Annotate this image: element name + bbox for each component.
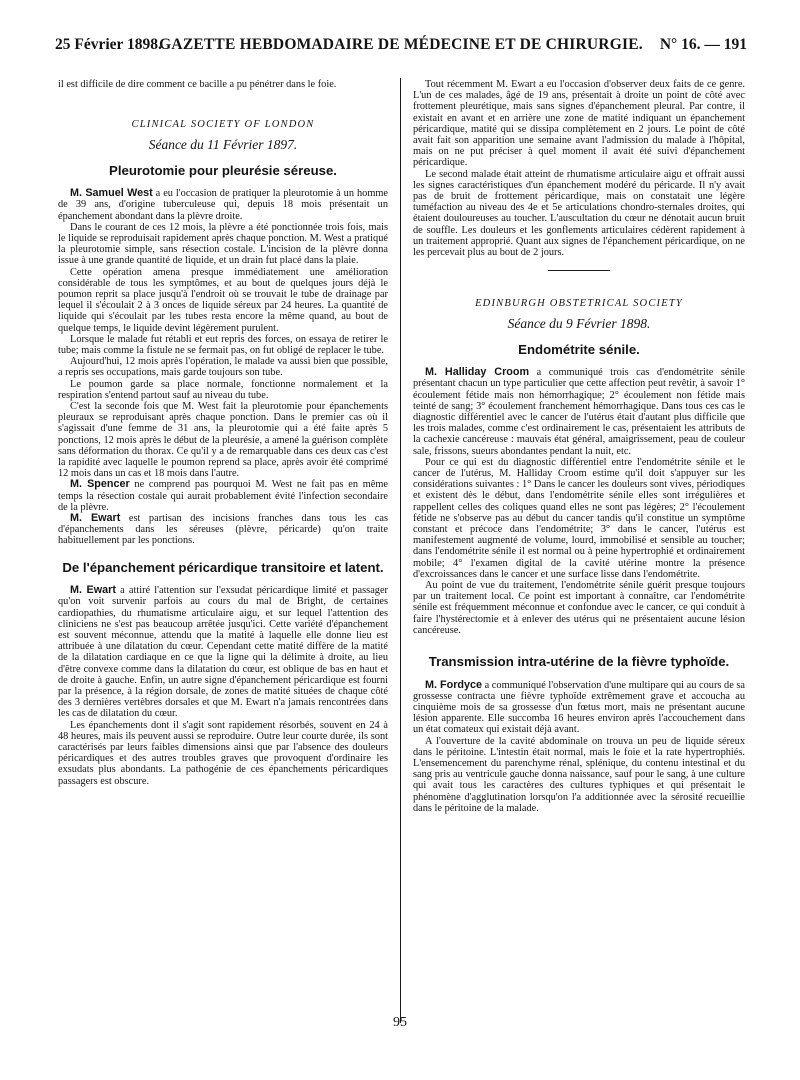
paragraph: Le second malade était atteint de rhumatisme articulaire aigu et offrait aussi les signes caractéristiques d'un épanchement modéré du péricarde. Il n'y avait pas de bruit de frottement péricardique, mais on constatait une légère tuméfaction au niveau des 4e et 5e articulations chondro-sternales droites, qui étaient douloureuses au toucher. L'auscultation du cœur ne dénotait aucun bruit de souffle. Les douleurs et les gonflements articulaires cédèrent rapidement à un traitement approprié. Quant aux signes de l'épanchement péricardique, on ne les percevait plus au bout de 2 jours.: [413, 168, 745, 259]
section-title-pleurotomie: Pleurotomie pour pleurésie séreuse.: [109, 162, 337, 178]
paragraph: [413, 367, 745, 457]
continuation-paragraph: il est difficile de dire comment ce bacille a pu pénétrer dans le foie.: [58, 79, 337, 90]
session-date-london: Séance du 11 Février 1897.: [148, 137, 298, 153]
paragraph: A l'ouverture de la cavité abdominale on trouva un peu de liquide séreux dans le péritoine. L'intestin était normal, mais le foie et la rate hypertrophiés. L'ensemencement du parenchyme rénal, splénique, du contenu intestinal et du sang pris au ventricule gauche donna naissance, sauf pour le sang, à une culture qui avait tous les caractères des cultures typhiques et qui présentait le phénomène d'agglutination lorsqu'on l'a additionnée avec la sérosité recueillie dans le péritoine de la malade.: [413, 735, 745, 814]
paragraph-text: a attiré l'attention sur l'exsudat péricardique limité et passager qu'on voit survenir parfois au cours du mal de Bright, de certaines cardiopathies, du rhumatisme articulaire aigu, et sur lequel l'attention des cliniciens ne s'est pas beaucoup arrêtée jusqu'ici. Cette variété d'épanchement est souvent méconnue, attendu que la matité à laquelle elle donne lieu est attribuée à une dilatation du cœur. Cependant cette matité diffère de la matité de la dilatation cardiaque en ce que la ligne qui la délimite à droite, au lieu d'être convexe comme dans la dilatation du cœur, est oblique de bas en haut et de droite à gauche. Enfin, un autre signe d'épanchement péricardique est fourni par la présence, à la région dorsale, de zones de matité situées de chaque côté des 3 dernières vertèbres dorsales et que M. Ewart n'a jamais rencontrées dans les cas de dilatation du cœur.: [58, 585, 388, 720]
paragraph: Pour ce qui est du diagnostic différentiel entre l'endométrite sénile et le cancer de l'utérus, M. Halliday Croom estime qu'il doit s'appuyer sur les considérations suivantes : 1° Dans le cancer les douleurs sont vives, périodiques et existent dès le début, dans l'endométrite sénile elles sont irrégulières et rappellent celles des coliques quand elles ne sont pas légères; 2° l'écoulement fétide ne s'observe pas au début du cancer tandis qu'il constitue un symptôme constant et précoce dans l'endométrite; 3° dans le cancer, l'utérus est manifestement augmenté de volume, lourd, immobilisé et sensible au toucher; dans l'endométrite sénile il est normal ou à peine hypertrophié et ordinairement mobile; 4° l'examen digital de la cavité utérine montre la présence d'excroissances dans le cancer et une surface lisse dans l'endométrite.: [413, 456, 745, 580]
section-rule: [548, 270, 610, 271]
paragraph: Au point de vue du traitement, l'endométrite sénile guérit presque toujours par un traitement local. Ce point est important à connaître, car l'endométrite sénile est fréquemment méconnue et confondue avec le cancer, ce qui conduit à faire l'hystérectomie et à enlever des utérus qui ne présentaient aucune lésion cancéreuse.: [413, 580, 745, 636]
paragraph: Cette opération amena presque immédiatement une amélioration considérable de tous les symptômes, et au bout de quelques jours déjà le poumon reprit sa place jusqu'à l'endroit où se trouvait le tube de drainage par lequel il s'écoulait 2 à 3 onces de liquide séreux par 24 heures. La quantité de liquide qui s'écoulait par les tubes resta encore la même quand, au bout de quelque temps, le liquide devint légèrement purulent.: [58, 266, 388, 334]
paragraph: Aujourd'hui, 12 mois après l'opération, le malade va aussi bien que possible, a repris ses occupations, mais garde toujours son tube.: [58, 356, 388, 379]
paragraph-text: ne comprend pas pourquoi M. West ne fait pas en même temps la résection costale qui aurait probablement évité l'infection secondaire de la plèvre.: [58, 479, 388, 513]
issue-date: 25 Février 1898.: [55, 36, 162, 53]
paragraph: Tout récemment M. Ewart a eu l'occasion d'observer deux faits de ce genre. L'un de ces malades, âgé de 19 ans, présentait à droite un point de côté avec frottement pleurétique, mais sans signes d'épanchement pleural. Par contre, il existait en avant et en arrière une zone de matité indiquant un épanchement péricardique, matité qui se dissipa complètement en 2 jours. Le point de côté avait fait son apparition une semaine avant l'admission du malade à l'hôpital, mais on ne put préciser à quel moment il avait été suivi d'épanchement péricardique.: [413, 79, 745, 169]
paragraph: [58, 188, 388, 222]
section-title-transmission: Transmission intra-utérine de la fièvre typhoïde.: [428, 654, 730, 670]
paragraph: Lorsque le malade fut rétabli et eut repris des forces, on essaya de retirer le tube; mais comme la fistule ne se fermait pas, on fut obligé de replacer le tube.: [58, 333, 388, 356]
paragraph-text: a communiqué l'observation d'une multipare qui au cours de sa grossesse contracta une fièvre typhoïde extrêmement grave et accoucha au cinquième mois de sa grossesse d'un fœtus mort, mais ne présentant aucune lésion apparente. Elle succomba 16 heures environ après l'accouchement dans un état comateux qui existait déjà avant.: [413, 679, 745, 736]
paragraph: [413, 680, 745, 736]
section-title-endometrite: Endométrite sénile.: [518, 341, 640, 357]
speaker-name: M. Spencer: [70, 478, 130, 491]
speaker-name: M. Samuel West: [70, 187, 153, 200]
paragraph-text: a eu l'occasion de pratiquer la pleurotomie à un homme de 39 ans, d'origine tuberculeuse qui, depuis 18 mois présentait un épanchement abondant dans la plèvre droite.: [58, 188, 388, 222]
paragraph: [58, 585, 388, 719]
paragraph-text: a communiqué trois cas d'endométrite sénile présentant chacun un type particulier que cette affection peut revêtir, à savoir 1° écoulement fétide mais non hémorrhagique; 2° écoulement non fétide mais teinté de sang; 3° écoulement franchement hémorrhagique. Dans tous ces cas le diagnostic différentiel avec le cancer de l'utérus était d'autant plus difficile que les trois malades, comme c'est ordinairement le cas, présentaient les attributs de la cachexie cancéreuse : mauvais état général, amaigrissement, peau de couleur sale, frissons, sueurs abondantes pendant la nuit, etc.: [413, 367, 745, 457]
paragraph-text: est partisan des incisions franches dans tous les cas d'épanchements dans les séreuses (plèvre, péricarde) qu'on traite habituellement par les ponctions.: [58, 513, 388, 547]
paragraph: [58, 479, 388, 513]
paragraph: Les épanchements dont il s'agit sont rapidement résorbés, souvent en 24 à 48 heures, mais ils peuvent aussi se reproduire. Outre leur courte durée, ils sont caractérisés par leurs faibles dimensions ainsi que par l'absence des douleurs péricardiques et des autres troubles graves que provoquent d'ordinaire les exsudats plus abondants. La pathogénie de ces épanchements péricardiques passagers est obscure.: [58, 719, 388, 787]
speaker-name: M. Fordyce: [425, 678, 483, 691]
column-divider: [400, 78, 401, 1023]
paragraph: [58, 513, 388, 547]
right-column: [413, 79, 745, 1009]
issue-number: N° 16. — 191: [659, 36, 747, 53]
paragraph: Dans le courant de ces 12 mois, la plèvre a été ponctionnée trois fois, mais le liquide se reproduisait rapidement après chaque ponction. M. West a pratiqué la pleurotomie simple, sans résection costale. L'incision de la plèvre donna issue à une grande quantité de liquide, et un drain fut placé dans la plaie.: [58, 221, 388, 267]
session-date-edinburgh: Séance du 9 Février 1898.: [507, 316, 651, 332]
speaker-name: M. Ewart: [70, 584, 116, 597]
left-column: [58, 79, 388, 1009]
society-heading-edinburgh: EDINBURGH OBSTETRICAL SOCIETY: [475, 298, 683, 310]
page-number: 95: [393, 1015, 407, 1030]
paragraph: Le poumon garde sa place normale, fonctionne normalement et la respiration s'entend partout sauf au niveau du tube.: [58, 378, 388, 401]
paragraph: C'est la seconde fois que M. West fait la pleurotomie pour épanchements pleuraux se reproduisant après chaque ponction. Dans le premier cas où il s'agissait d'une femme de 31 ans, la pleurotomie qui a été faite après 5 ponctions, 12 mois après le début de la pleurésie, a amené la guérison complète sans déformation du thorax. Ce qu'il y a de remarquable dans ces deux cas c'est la rapidité avec laquelle le poumon reprend sa place, après avoir été comprimé 12 mois dans un cas et 18 mois dans l'autre.: [58, 400, 388, 480]
journal-title: GAZETTE HEBDOMADAIRE DE MÉDECINE ET DE CHIRURGIE.: [159, 36, 643, 53]
running-header: [55, 36, 747, 58]
section-title-epanchement: De l'épanchement péricardique transitoire et latent.: [62, 559, 384, 575]
society-heading-london: CLINICAL SOCIETY OF LONDON: [131, 119, 315, 131]
speaker-name: M. Ewart: [70, 512, 121, 524]
speaker-name: M. Halliday Croom: [425, 366, 530, 379]
